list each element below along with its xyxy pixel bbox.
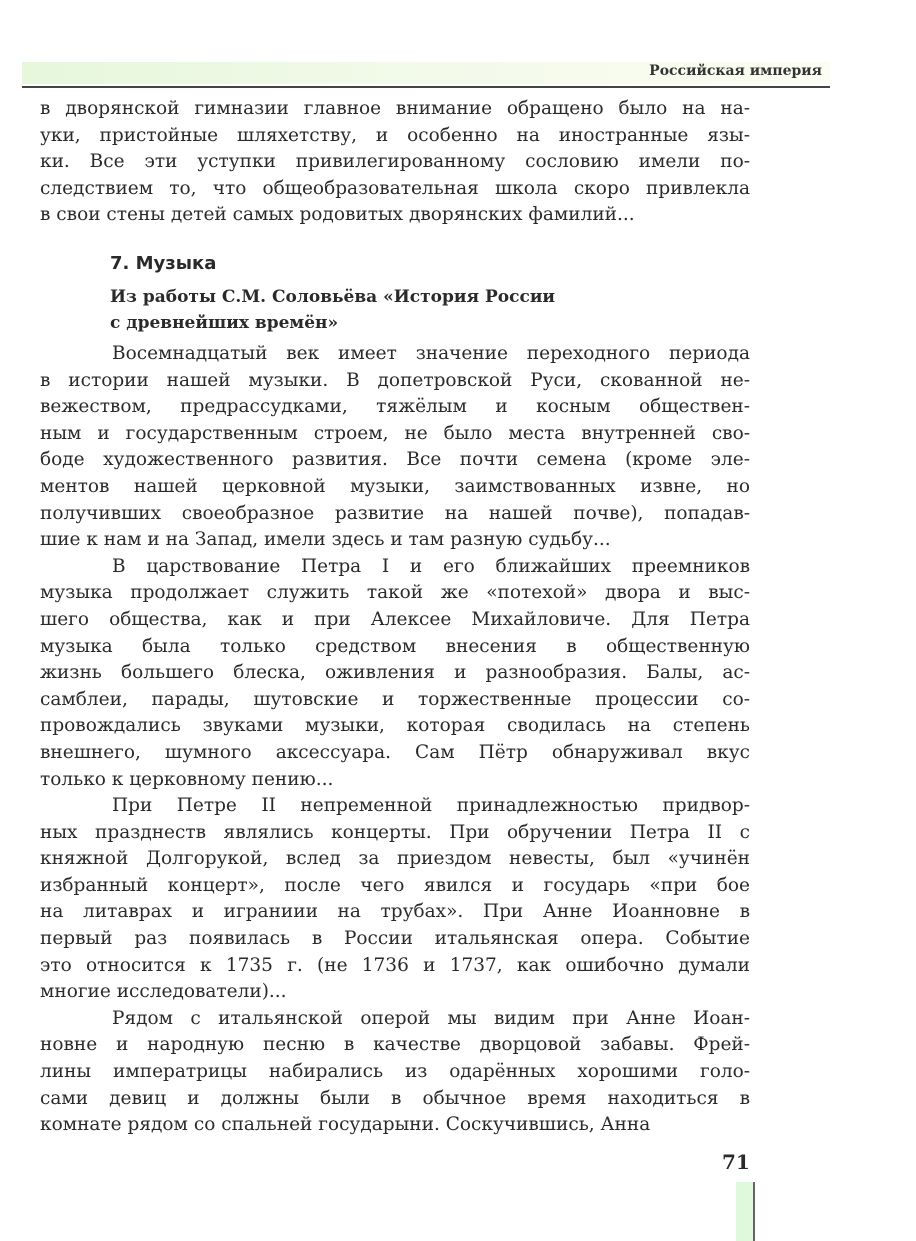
paragraph bbox=[40, 793, 750, 1006]
text-line: только к церковному пению... bbox=[40, 768, 334, 790]
text-line: первый раз появилась в России итальянская опера. Событие bbox=[40, 928, 750, 950]
text-line: Восемнадцатый век имеет значение переходного периода bbox=[112, 343, 750, 364]
intro-paragraph bbox=[40, 96, 750, 229]
text-line: вежеством, предрассудками, тяжёлым и косным обществен- bbox=[40, 396, 750, 418]
subtitle-line: с древнейших времён» bbox=[110, 313, 339, 333]
text-line: самблеи, парады, шутовские и торжественные процессии со- bbox=[40, 688, 750, 710]
text-line: боде художественного развития. Все почти семена (кроме эле- bbox=[40, 449, 750, 471]
text-line: получивших своеобразное развитие на нашей почве), попадав- bbox=[40, 502, 750, 524]
text-line: в дворянской гимназии главное внимание обращено было на на- bbox=[40, 98, 750, 119]
paragraph bbox=[40, 554, 750, 793]
text-line: ным и государственным строем, не было места внутренней сво- bbox=[40, 422, 750, 444]
section-title: 7. Музыка bbox=[110, 253, 217, 274]
text-line: сами девиц и должны были в обычное время находиться в bbox=[40, 1087, 750, 1109]
page-number: 71 bbox=[722, 1150, 750, 1174]
section-subtitle bbox=[110, 284, 555, 336]
text-line: ки. Все эти уступки привилегированному сословию имели по- bbox=[40, 151, 750, 173]
text-line: шего общества, как и при Алексее Михайловиче. Для Петра bbox=[40, 608, 750, 630]
text-line: это относится к 1735 г. (не 1736 и 1737, как ошибочно думали bbox=[40, 954, 750, 976]
text-line: музыка была только средством внесения в общественную bbox=[40, 635, 750, 657]
page-edge-marker bbox=[736, 1182, 755, 1241]
text-line: в свои стены детей самых родовитых дворянских фамилий... bbox=[40, 204, 635, 226]
text-line: уки, пристойные шляхетству, и особенно на иностранные язы- bbox=[40, 124, 750, 146]
subtitle-line: Из работы С.М. Соловьёва «История России bbox=[110, 287, 556, 307]
text-line: следствием то, что общеобразовательная школа скоро привлекла bbox=[40, 177, 750, 199]
text-line: шие к нам и на Запад, имели здесь и там разную судьбу... bbox=[40, 529, 611, 551]
text-line: комнате рядом со спальней государыни. Соскучившись, Анна bbox=[40, 1114, 651, 1136]
text-line: При Петре II непременной принадлежностью придвор- bbox=[112, 795, 750, 817]
text-line: провождались звуками музыки, которая сводилась на степень bbox=[40, 715, 750, 737]
text-line: лины императрицы набирались из одарённых хорошими голо- bbox=[40, 1061, 750, 1083]
header-rule bbox=[22, 86, 830, 88]
text-line: жизнь большего блеска, оживления и разнообразия. Балы, ас- bbox=[40, 662, 750, 684]
text-line: внешнего, шумного аксессуара. Сам Пётр обнаруживал вкус bbox=[40, 741, 750, 763]
text-line: ных празднеств являлись концерты. При обручении Петра II с bbox=[40, 821, 750, 843]
paragraph bbox=[40, 341, 750, 554]
text-line: на литаврах и играниии на трубах». При Анне Иоанновне в bbox=[40, 901, 750, 923]
text-line: В царствование Петра I и его ближайших преемников bbox=[112, 555, 750, 577]
running-title: Российская империя bbox=[649, 63, 822, 79]
text-line: избранный концерт», после чего явился и государь «при бое bbox=[40, 874, 750, 896]
text-line: ментов нашей церковной музыки, заимствованных извне, но bbox=[40, 475, 750, 497]
text-line: новне и народную песню в качестве дворцовой забавы. Фрей- bbox=[40, 1034, 750, 1056]
text-line: княжной Долгорукой, вслед за приездом невесты, был «учинён bbox=[40, 848, 750, 870]
text-line: Рядом с итальянской оперой мы видим при Анне Иоан- bbox=[112, 1007, 750, 1029]
text-line: музыка продолжает служить такой же «потехой» двора и выс- bbox=[40, 582, 750, 604]
paragraph bbox=[40, 1006, 750, 1139]
body-text bbox=[40, 341, 750, 1139]
text-line: многие исследователи)... bbox=[40, 981, 287, 1003]
text-line: в истории нашей музыки. В допетровской Руси, скованной не- bbox=[40, 369, 750, 391]
